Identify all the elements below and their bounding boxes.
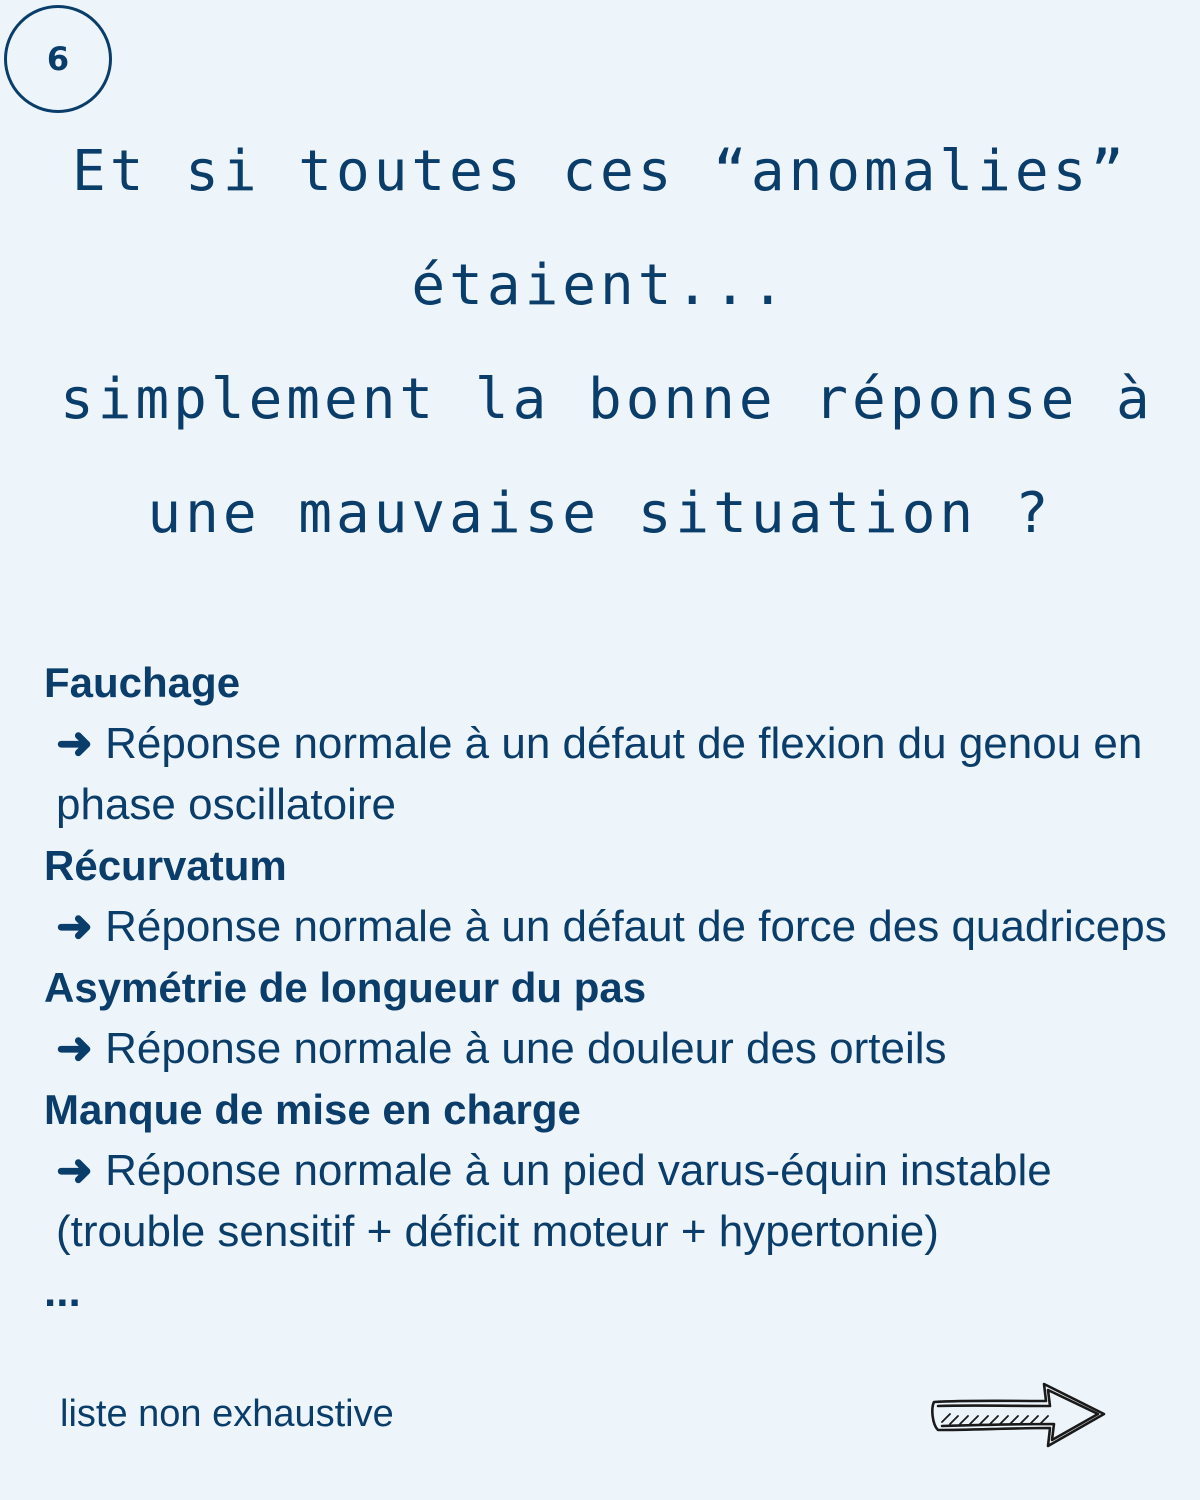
item-description-text: Réponse normale à une douleur des orteils: [105, 1024, 947, 1073]
item-description: [44, 1018, 1194, 1079]
list-item: [44, 957, 1194, 1079]
right-arrow-icon: ➜: [56, 719, 93, 768]
list-item: [44, 1079, 1194, 1262]
page-number: 6: [46, 40, 70, 78]
headline-line-2: étaient...: [411, 253, 789, 318]
headline-line-4: une mauvaise situation ?: [147, 481, 1053, 546]
list-item: [44, 652, 1194, 835]
item-description-text: Réponse normale à un défaut de flexion du genou en phase oscillatoire: [56, 719, 1143, 829]
item-description: [44, 713, 1194, 835]
item-description: [44, 1140, 1194, 1262]
item-title: Fauchage: [44, 659, 241, 706]
anomaly-list: [44, 652, 1194, 1314]
item-description-text: Réponse normale à un pied varus-équin instable (trouble sensitif + déficit moteur + hypertonie): [56, 1146, 1052, 1256]
item-title: Asymétrie de longueur du pas: [44, 964, 647, 1011]
right-arrow-icon: ➜: [56, 1024, 93, 1073]
list-item: [44, 835, 1194, 957]
headline: [60, 115, 1154, 571]
item-title: Récurvatum: [44, 842, 287, 889]
item-title: Manque de mise en charge: [44, 1086, 581, 1133]
right-arrow-icon: ➜: [56, 1146, 93, 1195]
item-description-text: Réponse normale à un défaut de force des quadriceps: [105, 902, 1167, 951]
right-arrow-icon: ➜: [56, 902, 93, 951]
item-description: [44, 896, 1194, 957]
headline-line-3: simplement la bonne réponse à: [60, 367, 1154, 432]
headline-line-1: Et si toutes ces “anomalies”: [71, 139, 1128, 204]
list-ellipsis: ...: [44, 1267, 81, 1316]
next-slide-arrow-icon[interactable]: [928, 1378, 1110, 1452]
footnote: liste non exhaustive: [60, 1393, 394, 1435]
page-number-badge: [4, 5, 112, 113]
